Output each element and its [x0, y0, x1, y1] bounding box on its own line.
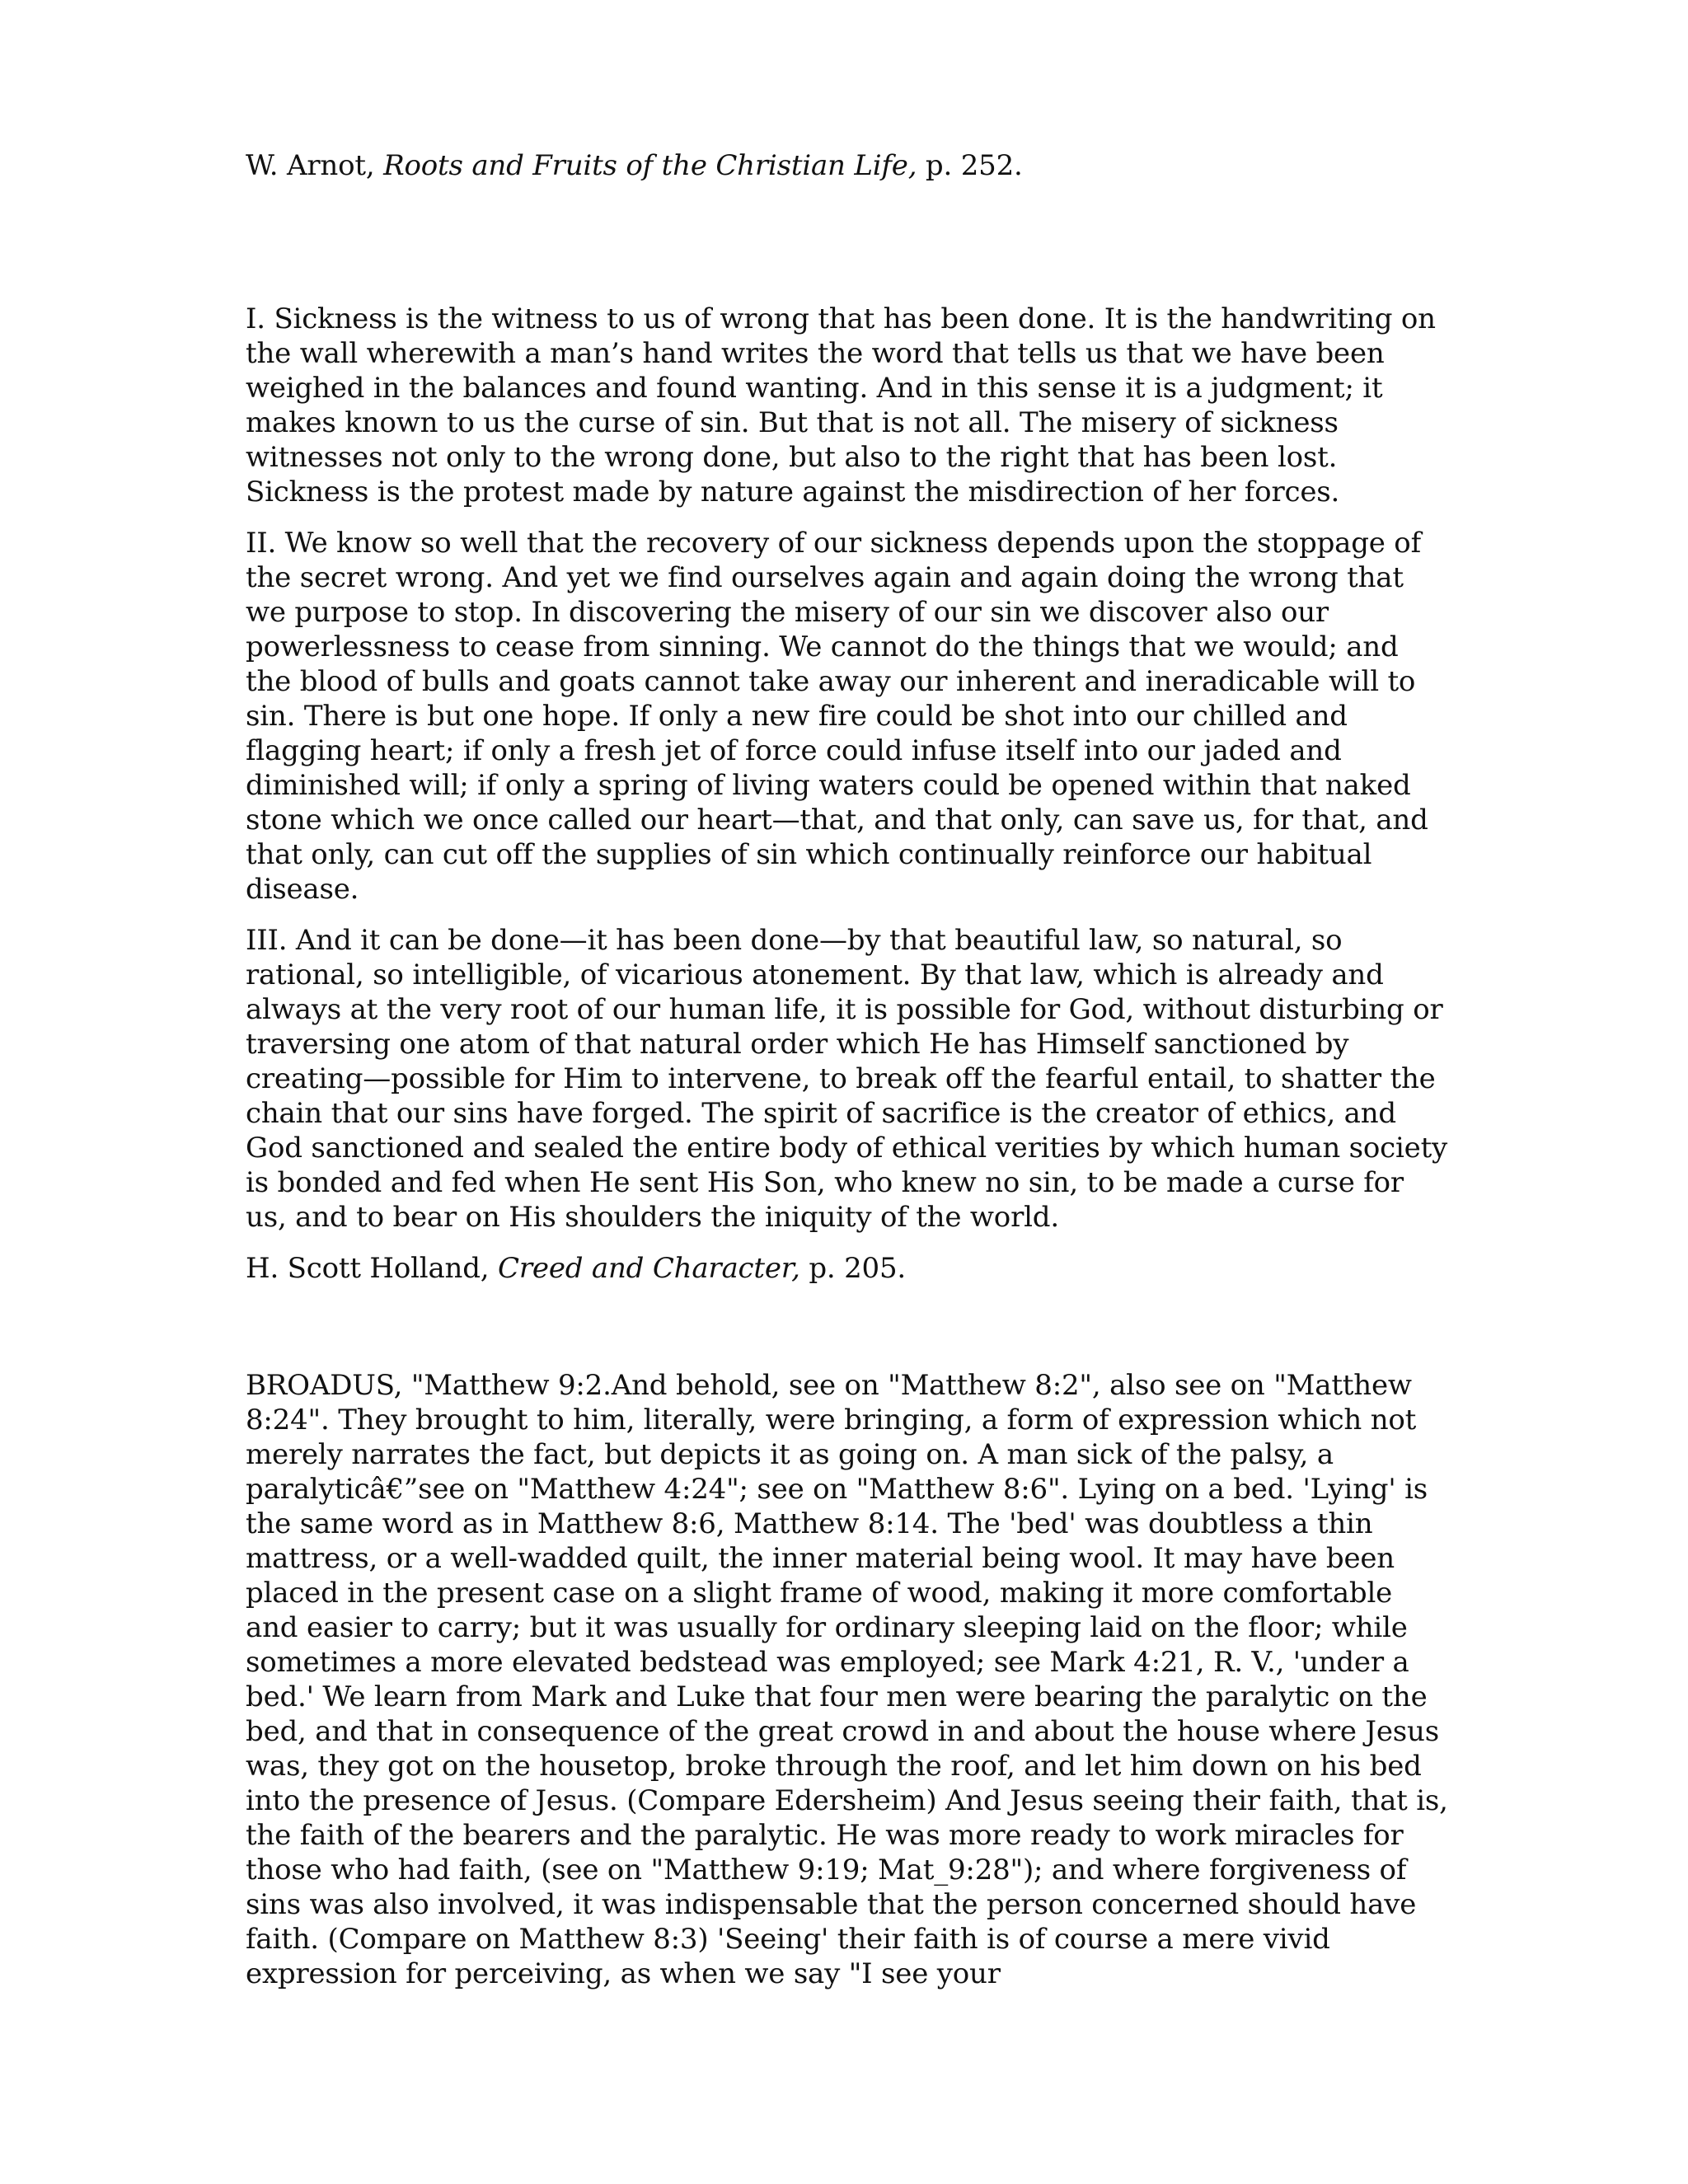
citation-author: H. Scott Holland,	[246, 1252, 499, 1285]
citation-page: p. 252.	[917, 149, 1023, 182]
document-page	[246, 148, 1449, 2008]
paragraph-atonement: III. And it can be done—it has been done—by that beautiful law, so natural, so rational, so intelligible, of vicarious atonement. By that law, which is already and always at the very root of our human life, it is possible for God, without disturbing or traversing one atom of that natural order which He has Himself sanctioned by creating—possible for Him to intervene, to break off the fearful entail, to shatter the chain that our sins have forged. The spirit of sacrifice is the creator of ethics, and God sanctioned and sealed the entire body of ethical verities by which human society is bonded and fed when He sent His Son, who knew no sin, to be made a curse for us, and to bear on His shoulders the iniquity of the world.	[246, 924, 1448, 1234]
citation-holland	[246, 1251, 1449, 1286]
citation-author: W. Arnot,	[246, 149, 384, 182]
citation-title: Creed and Character,	[498, 1252, 800, 1285]
paragraph-broadus-commentary: BROADUS, "Matthew 9:2.And behold, see on "Matthew 8:2", also see on "Matthew 8:24". They brought to him, literally, were bringing, a form of expression which not merely narrates the fact, but depicts it as going on. A man sick of the palsy, a paralyticâ€”see on "Matthew 4:24"; see on "Matthew 8:6". Lying on a bed. 'Lying' is the same word as in Matthew 8:6, Matthew 8:14. The 'bed' was doubtless a thin mattress, or a well-wadded quilt, the inner material being wool. It may have been placed in the present case on a slight frame of wood, making it more comfortable and easier to carry; but it was usually for ordinary sleeping laid on the floor; while sometimes a more elevated bedstead was employed; see Mark 4:21, R. V., 'under a bed.' We learn from Mark and Luke that four men were bearing the paralytic on the bed, and that in consequence of the great crowd in and about the house where Jesus was, they got on the housetop, broke through the roof, and let him down on his bed into the presence of Jesus. (Compare Edersheim) And Jesus seeing their faith, that is, the faith of the bearers and the paralytic. He was more ready to work miracles for those who had faith, (see on "Matthew 9:19; Mat_9:28"); and where forgiveness of sins was also involved, it was indispensable that the person concerned should have faith. (Compare on Matthew 8:3) 'Seeing' their faith is of course a mere vivid expression for perceiving, as when we say "I see your	[246, 1369, 1448, 1990]
citation-title: Roots and Fruits of the Christian Life,	[383, 149, 917, 182]
citation-arnot	[246, 148, 1449, 183]
paragraph-recovery: II. We know so well that the recovery of our sickness depends upon the stoppage of the secret wrong. And yet we find ourselves again and again doing the wrong that we purpose to stop. In discovering the misery of our sin we discover also our powerlessness to cease from sinning. We cannot do the things that we would; and the blood of bulls and goats cannot take away our inherent and ineradicable will to sin. There is but one hope. If only a new fire could be shot into our chilled and flagging heart; if only a fresh jet of force could infuse itself into our jaded and diminished will; if only a spring of living waters could be opened within that naked stone which we once called our heart—that, and that only, can save us, for that, and that only, can cut off the supplies of sin which continually reinforce our habitual disease.	[246, 527, 1428, 906]
paragraph-sickness-witness: I. Sickness is the witness to us of wrong that has been done. It is the handwriting on the wall wherewith a man’s hand writes the word that tells us that we have been weighed in the balances and found wanting. And in this sense it is a judgment; it makes known to us the curse of sin. But that is not all. The misery of sickness witnesses not only to the wrong done, but also to the right that has been lost. Sickness is the protest made by nature against the misdirection of her forces.	[246, 302, 1436, 509]
citation-page: p. 205.	[799, 1252, 907, 1285]
